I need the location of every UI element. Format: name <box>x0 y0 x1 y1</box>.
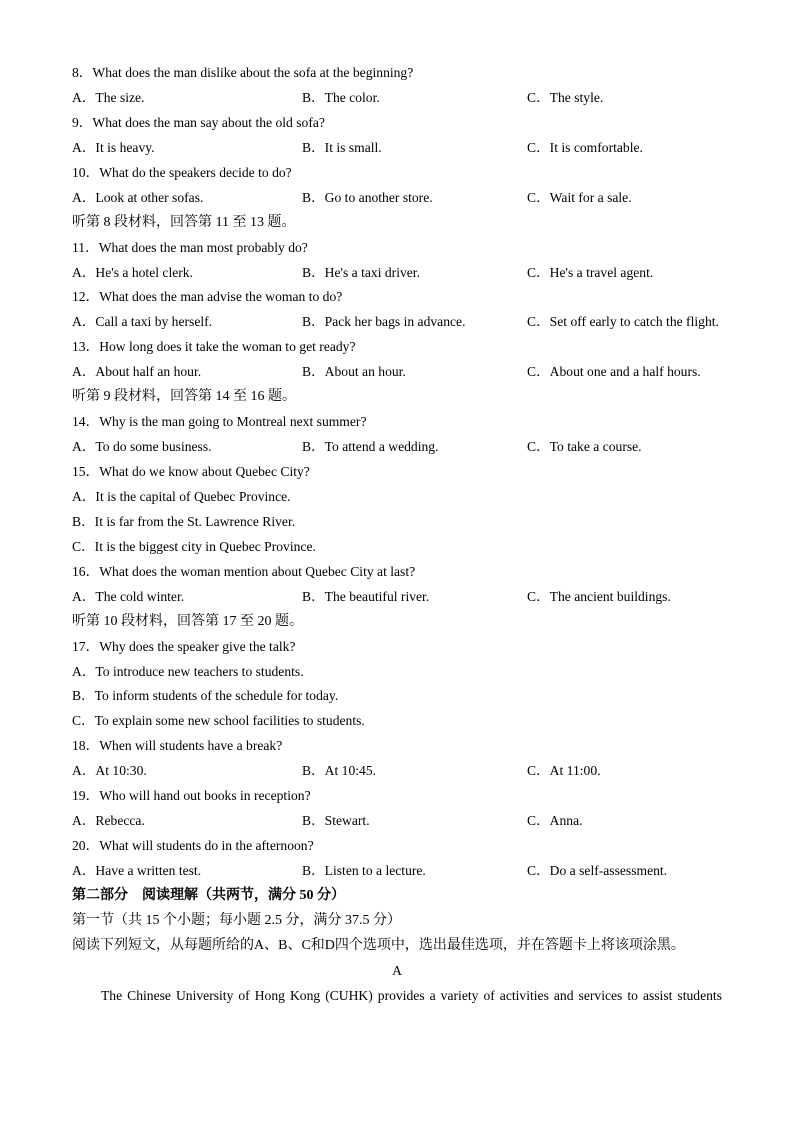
option-text: About half an hour. <box>95 364 202 380</box>
question-number: 16． <box>72 563 100 579</box>
question-number: 8． <box>72 65 93 80</box>
option-label: A． <box>72 863 96 878</box>
option-label: B． <box>302 763 325 779</box>
question-text: What does the man dislike about the sofa at the beginning? <box>92 65 414 80</box>
question-14 <box>72 410 722 460</box>
options-row <box>72 261 722 286</box>
option-C <box>527 859 722 884</box>
option-A <box>72 485 722 510</box>
option-label: B． <box>302 89 325 105</box>
option-label: A． <box>72 663 96 679</box>
option-text: The cold winter. <box>95 588 185 604</box>
question-12 <box>72 285 722 335</box>
option-B <box>72 510 722 535</box>
option-B <box>302 136 527 161</box>
option-label: A． <box>72 139 96 155</box>
question-stem <box>72 335 722 360</box>
option-text: He's a hotel clerk. <box>95 264 193 280</box>
option-label: B． <box>302 439 325 455</box>
options-row <box>72 585 722 610</box>
option-label: A． <box>72 763 96 779</box>
option-text: The style. <box>549 89 604 105</box>
option-text: At 10:30. <box>95 763 147 779</box>
question-19 <box>72 784 722 834</box>
option-A <box>72 859 302 884</box>
options-row <box>72 86 722 111</box>
question-11 <box>72 236 722 286</box>
option-C <box>527 360 722 385</box>
option-text: The ancient buildings. <box>549 588 671 604</box>
option-text: Have a written test. <box>95 863 202 878</box>
question-text: What do the speakers decide to do? <box>99 164 292 180</box>
option-label: B． <box>302 139 325 155</box>
question-number: 9． <box>72 114 93 130</box>
option-label: B． <box>302 314 325 330</box>
option-C <box>527 261 722 286</box>
options-row <box>72 310 722 335</box>
option-text: At 11:00. <box>549 763 601 779</box>
option-text: He's a travel agent. <box>549 264 654 280</box>
question-number: 13． <box>72 339 100 355</box>
question-17 <box>72 635 722 735</box>
option-A <box>72 759 302 784</box>
option-C <box>527 759 722 784</box>
option-text: It is far from the St. Lawrence River. <box>94 513 296 529</box>
option-A <box>72 86 302 111</box>
question-number: 15． <box>72 464 100 479</box>
option-B <box>302 186 527 211</box>
question-8 <box>72 61 722 111</box>
options-row <box>72 859 722 884</box>
reading-section <box>72 884 722 1009</box>
option-label: C． <box>527 139 550 155</box>
question-stem <box>72 111 722 136</box>
option-C <box>527 809 722 834</box>
option-text: He's a taxi driver. <box>324 264 420 280</box>
option-B <box>302 859 527 884</box>
option-label: A． <box>72 813 96 829</box>
question-number: 17． <box>72 638 100 654</box>
option-label: C． <box>72 713 95 729</box>
option-label: C． <box>527 89 550 105</box>
question-13 <box>72 335 722 385</box>
option-A <box>72 186 302 211</box>
option-text: It is the capital of Quebec Province. <box>95 488 291 504</box>
question-number: 20． <box>72 838 100 854</box>
option-text: To take a course. <box>549 439 642 455</box>
option-label: B． <box>302 813 325 829</box>
question-stem <box>72 161 722 186</box>
option-C <box>72 535 722 560</box>
section-title: 第一节（共 15 个小题；每小题 2.5 分，满分 37.5 分） <box>72 912 401 928</box>
option-label: A． <box>72 488 96 504</box>
option-label: C． <box>527 813 550 829</box>
page-content <box>72 61 722 1009</box>
option-text: Listen to a lecture. <box>324 863 426 878</box>
question-text: What do we know about Quebec City? <box>99 464 310 479</box>
option-B <box>72 684 722 709</box>
question-20 <box>72 834 722 884</box>
option-text: To inform students of the schedule for today. <box>94 688 339 704</box>
question-text: Why is the man going to Montreal next summer? <box>99 414 367 430</box>
option-text: To do some business. <box>95 439 212 455</box>
option-text: It is small. <box>324 139 382 155</box>
option-B <box>302 585 527 610</box>
question-number: 11． <box>72 239 99 255</box>
option-label: B． <box>72 513 95 529</box>
option-label: C． <box>72 538 95 554</box>
listening-instruction: 听第 9 段材料，回答第 14 至 16 题。 <box>72 389 296 405</box>
option-C <box>527 136 722 161</box>
question-number: 19． <box>72 788 100 804</box>
reading-directions: 阅读下列短文，从每题所给的A、B、C和D四个选项中，选出最佳选项，并在答题卡上将该项涂黑。 <box>72 937 685 953</box>
options-row <box>72 136 722 161</box>
option-text: To introduce new teachers to students. <box>95 663 304 679</box>
question-10 <box>72 161 722 211</box>
option-C <box>72 709 722 734</box>
options-row <box>72 360 722 385</box>
options-row <box>72 759 722 784</box>
option-label: B． <box>302 863 325 878</box>
option-label: B． <box>302 588 325 604</box>
option-C <box>527 86 722 111</box>
option-B <box>302 809 527 834</box>
option-text: Wait for a sale. <box>549 189 632 205</box>
question-stem <box>72 460 722 485</box>
question-number: 14． <box>72 414 100 430</box>
passage-text: The Chinese University of Hong Kong (CUHK) provides a variety of activities and services to assist students <box>101 987 722 1003</box>
question-stem <box>72 834 722 859</box>
option-text: About one and a half hours. <box>549 364 701 380</box>
option-B <box>302 759 527 784</box>
listening-section <box>72 61 722 884</box>
option-text: The beautiful river. <box>324 588 430 604</box>
option-label: C． <box>527 863 550 878</box>
question-text: What will students do in the afternoon? <box>99 838 314 854</box>
question-9 <box>72 111 722 161</box>
question-stem <box>72 410 722 435</box>
option-label: A． <box>72 89 96 105</box>
question-number: 18． <box>72 738 100 754</box>
option-B <box>302 435 527 460</box>
option-A <box>72 261 302 286</box>
question-text: What does the man advise the woman to do? <box>99 289 343 305</box>
question-18 <box>72 734 722 784</box>
question-stem <box>72 236 722 261</box>
listening-instruction: 听第 10 段材料，回答第 17 至 20 题。 <box>72 613 303 629</box>
option-text: It is the biggest city in Quebec Province. <box>94 538 316 554</box>
option-text: To explain some new school facilities to students. <box>94 713 365 729</box>
question-number: 12． <box>72 289 100 305</box>
option-label: C． <box>527 763 550 779</box>
listening-instruction: 听第 8 段材料，回答第 11 至 13 题。 <box>72 214 296 230</box>
option-text: About an hour. <box>324 364 406 380</box>
options-row <box>72 435 722 460</box>
question-text: What does the woman mention about Quebec City at last? <box>99 563 416 579</box>
option-A <box>72 585 302 610</box>
option-text: The color. <box>324 89 380 105</box>
option-A <box>72 310 302 335</box>
option-label: B． <box>302 364 325 380</box>
part-title: 第二部分 阅读理解（共两节，满分 50 分） <box>72 887 345 903</box>
question-16 <box>72 560 722 610</box>
option-A <box>72 809 302 834</box>
option-label: A． <box>72 439 96 455</box>
question-text: When will students have a break? <box>99 738 283 754</box>
option-text: Set off early to catch the flight. <box>549 314 719 330</box>
option-label: C． <box>527 439 550 455</box>
option-text: It is comfortable. <box>549 139 643 155</box>
question-stem <box>72 784 722 809</box>
option-label: A． <box>72 264 96 280</box>
option-label: B． <box>72 688 95 704</box>
option-C <box>527 310 722 335</box>
option-text: Anna. <box>549 813 583 829</box>
option-B <box>302 261 527 286</box>
question-stem <box>72 560 722 585</box>
question-stem <box>72 734 722 759</box>
question-number: 10． <box>72 164 100 180</box>
question-stem <box>72 635 722 660</box>
options-row <box>72 186 722 211</box>
option-text: Call a taxi by herself. <box>95 314 213 330</box>
option-text: Pack her bags in advance. <box>324 314 466 330</box>
option-label: C． <box>527 189 550 205</box>
option-C <box>527 585 722 610</box>
option-text: To attend a wedding. <box>324 439 439 455</box>
option-label: C． <box>527 364 550 380</box>
option-A <box>72 660 722 685</box>
question-text: What does the man most probably do? <box>98 239 308 255</box>
option-text: Stewart. <box>324 813 370 829</box>
option-label: B． <box>302 264 325 280</box>
option-C <box>527 435 722 460</box>
option-label: C． <box>527 588 550 604</box>
question-stem <box>72 61 722 86</box>
option-C <box>527 186 722 211</box>
option-text: Do a self-assessment. <box>549 863 668 878</box>
option-text: It is heavy. <box>95 139 155 155</box>
option-A <box>72 360 302 385</box>
option-label: C． <box>527 264 550 280</box>
option-text: Look at other sofas. <box>95 189 204 205</box>
question-15 <box>72 460 722 560</box>
option-text: Go to another store. <box>324 189 433 205</box>
option-text: The size. <box>95 89 145 105</box>
option-B <box>302 360 527 385</box>
option-A <box>72 136 302 161</box>
question-text: How long does it take the woman to get ready? <box>99 339 356 355</box>
passage-label: A <box>392 962 402 978</box>
option-label: A． <box>72 189 96 205</box>
option-label: A． <box>72 364 96 380</box>
options-row <box>72 809 722 834</box>
question-text: What does the man say about the old sofa? <box>92 114 325 130</box>
question-text: Who will hand out books in reception? <box>99 788 311 804</box>
option-label: B． <box>302 189 325 205</box>
option-label: C． <box>527 314 550 330</box>
question-stem <box>72 285 722 310</box>
question-text: Why does the speaker give the talk? <box>99 638 296 654</box>
option-B <box>302 86 527 111</box>
option-B <box>302 310 527 335</box>
option-A <box>72 435 302 460</box>
option-label: A． <box>72 314 96 330</box>
option-text: At 10:45. <box>324 763 377 779</box>
option-label: A． <box>72 588 96 604</box>
option-text: Rebecca. <box>95 813 145 829</box>
